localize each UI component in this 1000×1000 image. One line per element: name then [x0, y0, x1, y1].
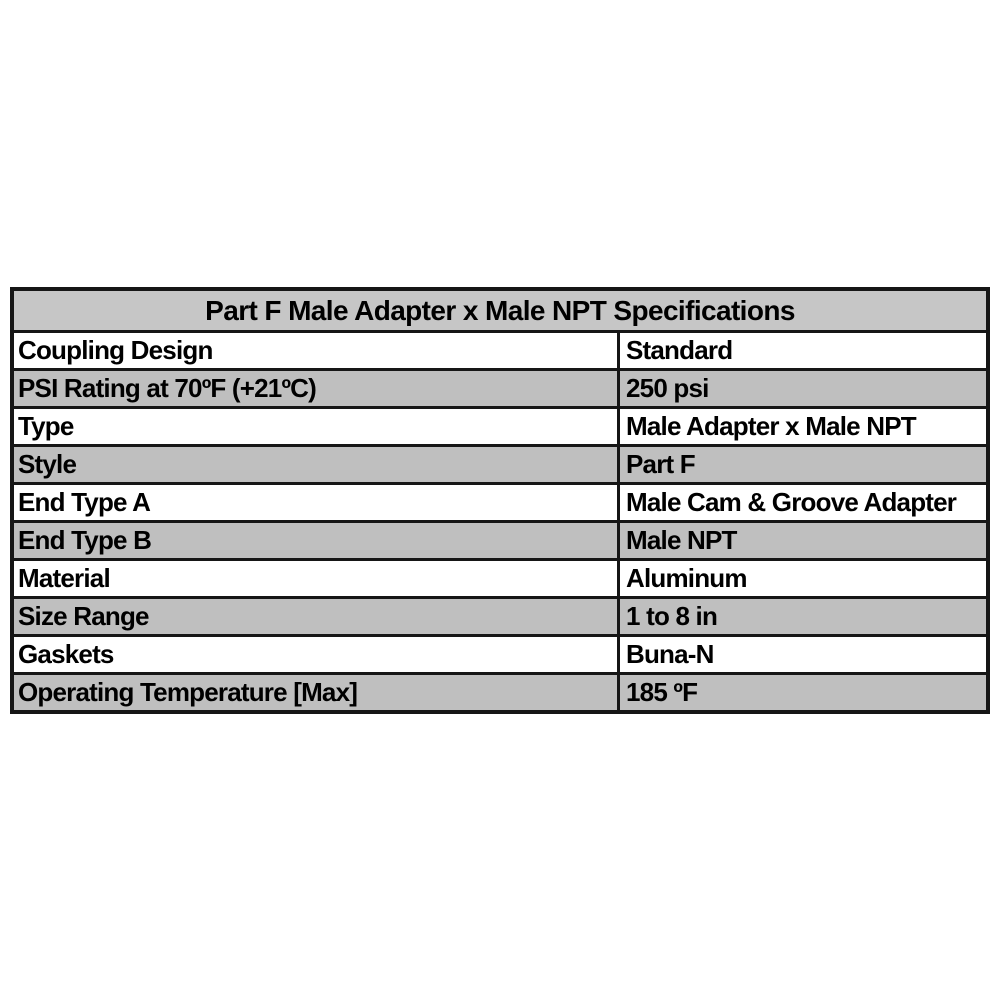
table-row [14, 675, 986, 710]
row-value: Aluminum [626, 563, 747, 593]
row-label: Size Range [14, 599, 620, 634]
spec-table [10, 287, 990, 714]
row-value: Part F [626, 449, 695, 479]
row-label: Style [14, 447, 620, 482]
row-label: End Type A [14, 485, 620, 520]
table-body [14, 333, 986, 710]
table-row [14, 447, 986, 485]
table-row [14, 561, 986, 599]
table-title: Part F Male Adapter x Male NPT Specifications [14, 291, 986, 333]
row-label: Material [14, 561, 620, 596]
row-value: 185 ºF [626, 677, 698, 707]
table-row [14, 599, 986, 637]
table-row [14, 523, 986, 561]
table-row [14, 637, 986, 675]
table-row [14, 409, 986, 447]
row-label: Operating Temperature [Max] [14, 675, 620, 710]
table-row [14, 333, 986, 371]
row-value: 250 psi [626, 373, 709, 403]
row-value: Standard [626, 335, 733, 365]
row-value: Male NPT [626, 525, 737, 555]
row-value: Buna-N [626, 639, 714, 669]
row-label: Gaskets [14, 637, 620, 672]
row-label: Coupling Design [14, 333, 620, 368]
row-label: Type [14, 409, 620, 444]
row-value: Male Adapter x Male NPT [626, 411, 916, 441]
row-value: Male Cam & Groove Adapter [626, 487, 957, 517]
table-row [14, 485, 986, 523]
row-label: End Type B [14, 523, 620, 558]
table-row [14, 371, 986, 409]
row-value: 1 to 8 in [626, 601, 718, 631]
row-label: PSI Rating at 70ºF (+21ºC) [14, 371, 620, 406]
